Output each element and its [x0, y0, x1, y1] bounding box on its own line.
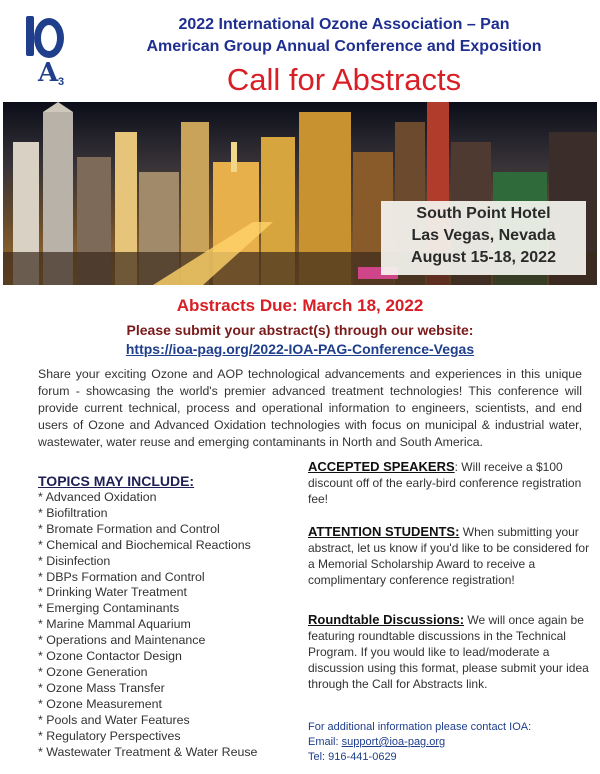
logo-letter-a: A — [38, 58, 59, 88]
title-line-1: 2022 International Ozone Association – Pan — [178, 16, 510, 33]
topic-item: * Bromate Formation and Control — [38, 521, 220, 536]
venue-hotel: South Point Hotel — [416, 205, 551, 222]
intro-paragraph: Share your exciting Ozone and AOP technological advancements and experiences in this unique forum - showcasing the world's premier advanced treatment technologies! This conference will provide current technical, process and operational information to engineers, scientists, and end users of Ozone and Advanced Oxidation technologies with focus on municipal & industrial water, wastewater, water reuse and emerging contaminants in North and South America. — [38, 367, 582, 449]
submit-instruction: Please submit your abstract(s) through our website: — [126, 322, 474, 338]
roundtable-section — [308, 612, 590, 692]
accepted-speakers-section — [308, 459, 590, 507]
contact-email-row — [308, 735, 531, 750]
topic-item: * Ozone Measurement — [38, 696, 162, 711]
roundtable-heading: Roundtable Discussions: — [308, 612, 465, 627]
topic-item: * Advanced Oxidation — [38, 490, 157, 504]
accepted-speakers-text: : Will receive a $100 discount off of the early-bird conference registration fee! — [308, 460, 582, 506]
contact-info — [308, 720, 531, 765]
attention-students-heading: ATTENTION STUDENTS: — [308, 524, 460, 539]
submission-link[interactable]: https://ioa-pag.org/2022-IOA-PAG-Conference-Vegas — [125, 341, 475, 357]
topic-item: * Operations and Maintenance — [38, 633, 206, 648]
ioa-logo — [20, 12, 82, 90]
topic-item: * Ozone Contactor Design — [38, 649, 182, 664]
topics-heading: TOPICS MAY INCLUDE: — [38, 473, 195, 489]
venue-city: Las Vegas, Nevada — [411, 227, 556, 244]
topics-list — [38, 490, 298, 760]
venue-dates: August 15-18, 2022 — [411, 249, 556, 266]
email-label: Email: — [308, 736, 342, 748]
logo-letter-o — [34, 18, 64, 58]
call-for-abstracts-title: Call for Abstracts — [226, 62, 462, 97]
contact-phone: Tel: 916-441-0629 — [308, 751, 397, 763]
email-link[interactable]: support@ioa-pag.org — [341, 736, 446, 748]
topic-item: * DBPs Formation and Control — [38, 569, 205, 584]
topic-item: * Emerging Contaminants — [38, 601, 180, 616]
topic-item: * Marine Mammal Aquarium — [38, 617, 191, 632]
abstracts-deadline: Abstracts Due: March 18, 2022 — [176, 296, 424, 315]
topic-item: * Regulatory Perspectives — [38, 728, 181, 743]
accepted-speakers-heading: ACCEPTED SPEAKERS — [308, 459, 455, 474]
contact-line: For additional information please contact IOA: — [308, 721, 532, 733]
topic-item: * Ozone Mass Transfer — [38, 680, 165, 695]
venue-box — [381, 201, 586, 275]
title-line-2: American Group Annual Conference and Exposition — [146, 38, 542, 55]
attention-students-text: When submitting your abstract, let us know if you'd like to be considered for a Memorial Scholarship Award to receive a complimentary conference registration! — [308, 525, 590, 587]
topic-item: * Chemical and Biochemical Reactions — [38, 537, 251, 552]
logo-superscript: 3 — [58, 76, 65, 88]
logo-letter-i — [26, 16, 34, 56]
topic-item: * Ozone Generation — [38, 664, 148, 679]
topic-item: * Biofiltration — [38, 505, 108, 520]
attention-students-section — [308, 524, 590, 588]
topic-item: * Wastewater Treatment & Water Reuse — [38, 744, 258, 759]
roundtable-text: We will once again be featuring roundtable discussions in the Technical Program. If you would like to lead/moderate a discussion using this format, please submit your idea through the Call for Abstracts link. — [308, 613, 589, 691]
topic-item: * Pools and Water Features — [38, 712, 190, 727]
topic-item: * Drinking Water Treatment — [38, 585, 187, 600]
topic-item: * Disinfection — [38, 553, 111, 568]
